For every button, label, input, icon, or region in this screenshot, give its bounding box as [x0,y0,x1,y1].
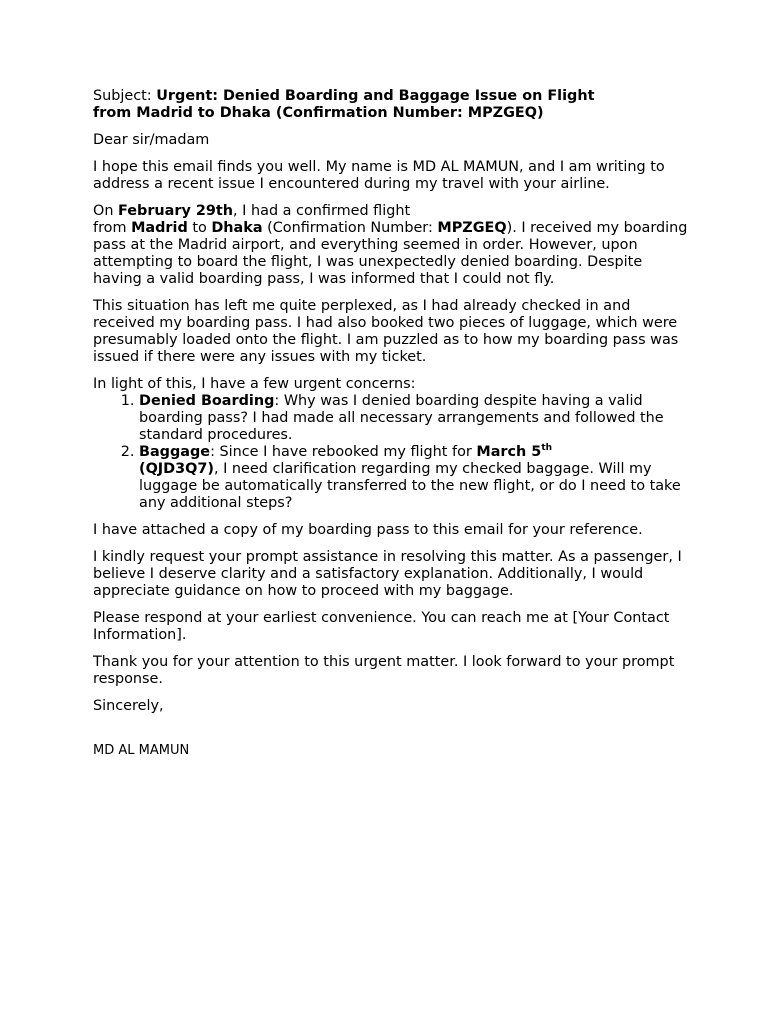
concern-text-a: : Since I have rebooked my flight for [210,444,477,460]
flight-destination: Dhaka [211,220,263,236]
situation-paragraph: This situation has left me quite perplexed, as I had already checked in and received my boarding pass. I had also booked two pieces of luggage, which were presumably loaded onto the flight. I am puzzled as to how my boarding pass was issued if there were any issues with my ticket. [93,298,679,365]
concern-text-b: , I need clarification regarding my checked baggage. Will my luggage be automatically transferred to the new flight, or do I need to take any additional steps? [139,461,681,511]
concerns-list [93,393,688,512]
subject-title-line2: from Madrid to Dhaka (Confirmation Number: MPZGEQ) [93,105,544,121]
concern-text: : Why was I denied boarding despite having a valid boarding pass? I had made all necessary arrangements and followed the standard procedures. [139,393,664,443]
list-item [139,393,688,444]
flight-date: February 29th [118,203,234,219]
flight-origin: Madrid [131,220,188,236]
email-body [93,88,688,769]
para2-text-5: (Confirmation Number: [262,220,438,236]
request-paragraph: I kindly request your prompt assistance in resolving this matter. As a passenger, I believe I deserve clarity and a satisfactory explanation. Additionally, I would appreciate guidance on how to proceed with my baggage. [93,549,682,599]
subject-prefix: Subject: [93,88,157,104]
concerns-intro: In light of this, I have a few urgent concerns: [93,376,416,392]
signature: MD AL MAMUN [93,743,190,758]
para2-text-6: ). I received my boarding pass at the Madrid airport, and everything seemed in order. However, upon attempting to board the flight, I was unexpectedly denied boarding. Despite having a valid boarding pass, I was informed that I could not fly. [93,220,688,287]
para2-text-4: to [187,220,212,236]
confirmation-number: MPZGEQ [437,220,507,236]
respond-paragraph: Please respond at your earliest convenience. You can reach me at [Your Contact Information]. [93,610,670,643]
concern-label: Denied Boarding [139,393,275,409]
subject-line [93,88,688,122]
thanks-paragraph: Thank you for your attention to this urgent matter. I look forward to your prompt response. [93,654,675,687]
rebooked-date-suffix: th [541,443,553,453]
closing: Sincerely, [93,698,164,714]
greeting: Dear sir/madam [93,132,210,148]
rebooked-code: (QJD3Q7) [139,461,214,477]
rebooked-date-text: March 5 [476,444,542,460]
subject-title-line1: Urgent: Denied Boarding and Baggage Issue on Flight [156,88,595,104]
attachment-paragraph: I have attached a copy of my boarding pass to this email for your reference. [93,522,643,538]
intro-paragraph: I hope this email finds you well. My name is MD AL MAMUN, and I am writing to address a recent issue I encountered during my travel with your airline. [93,159,665,192]
flight-details-paragraph [93,203,688,288]
para2-text-2: , I had a confirmed flight [233,203,411,219]
rebooked-date [476,444,552,460]
para2-text-3: from [93,220,132,236]
concern-label: Baggage [139,444,211,460]
list-item [139,444,688,512]
para2-text-1: On [93,203,119,219]
